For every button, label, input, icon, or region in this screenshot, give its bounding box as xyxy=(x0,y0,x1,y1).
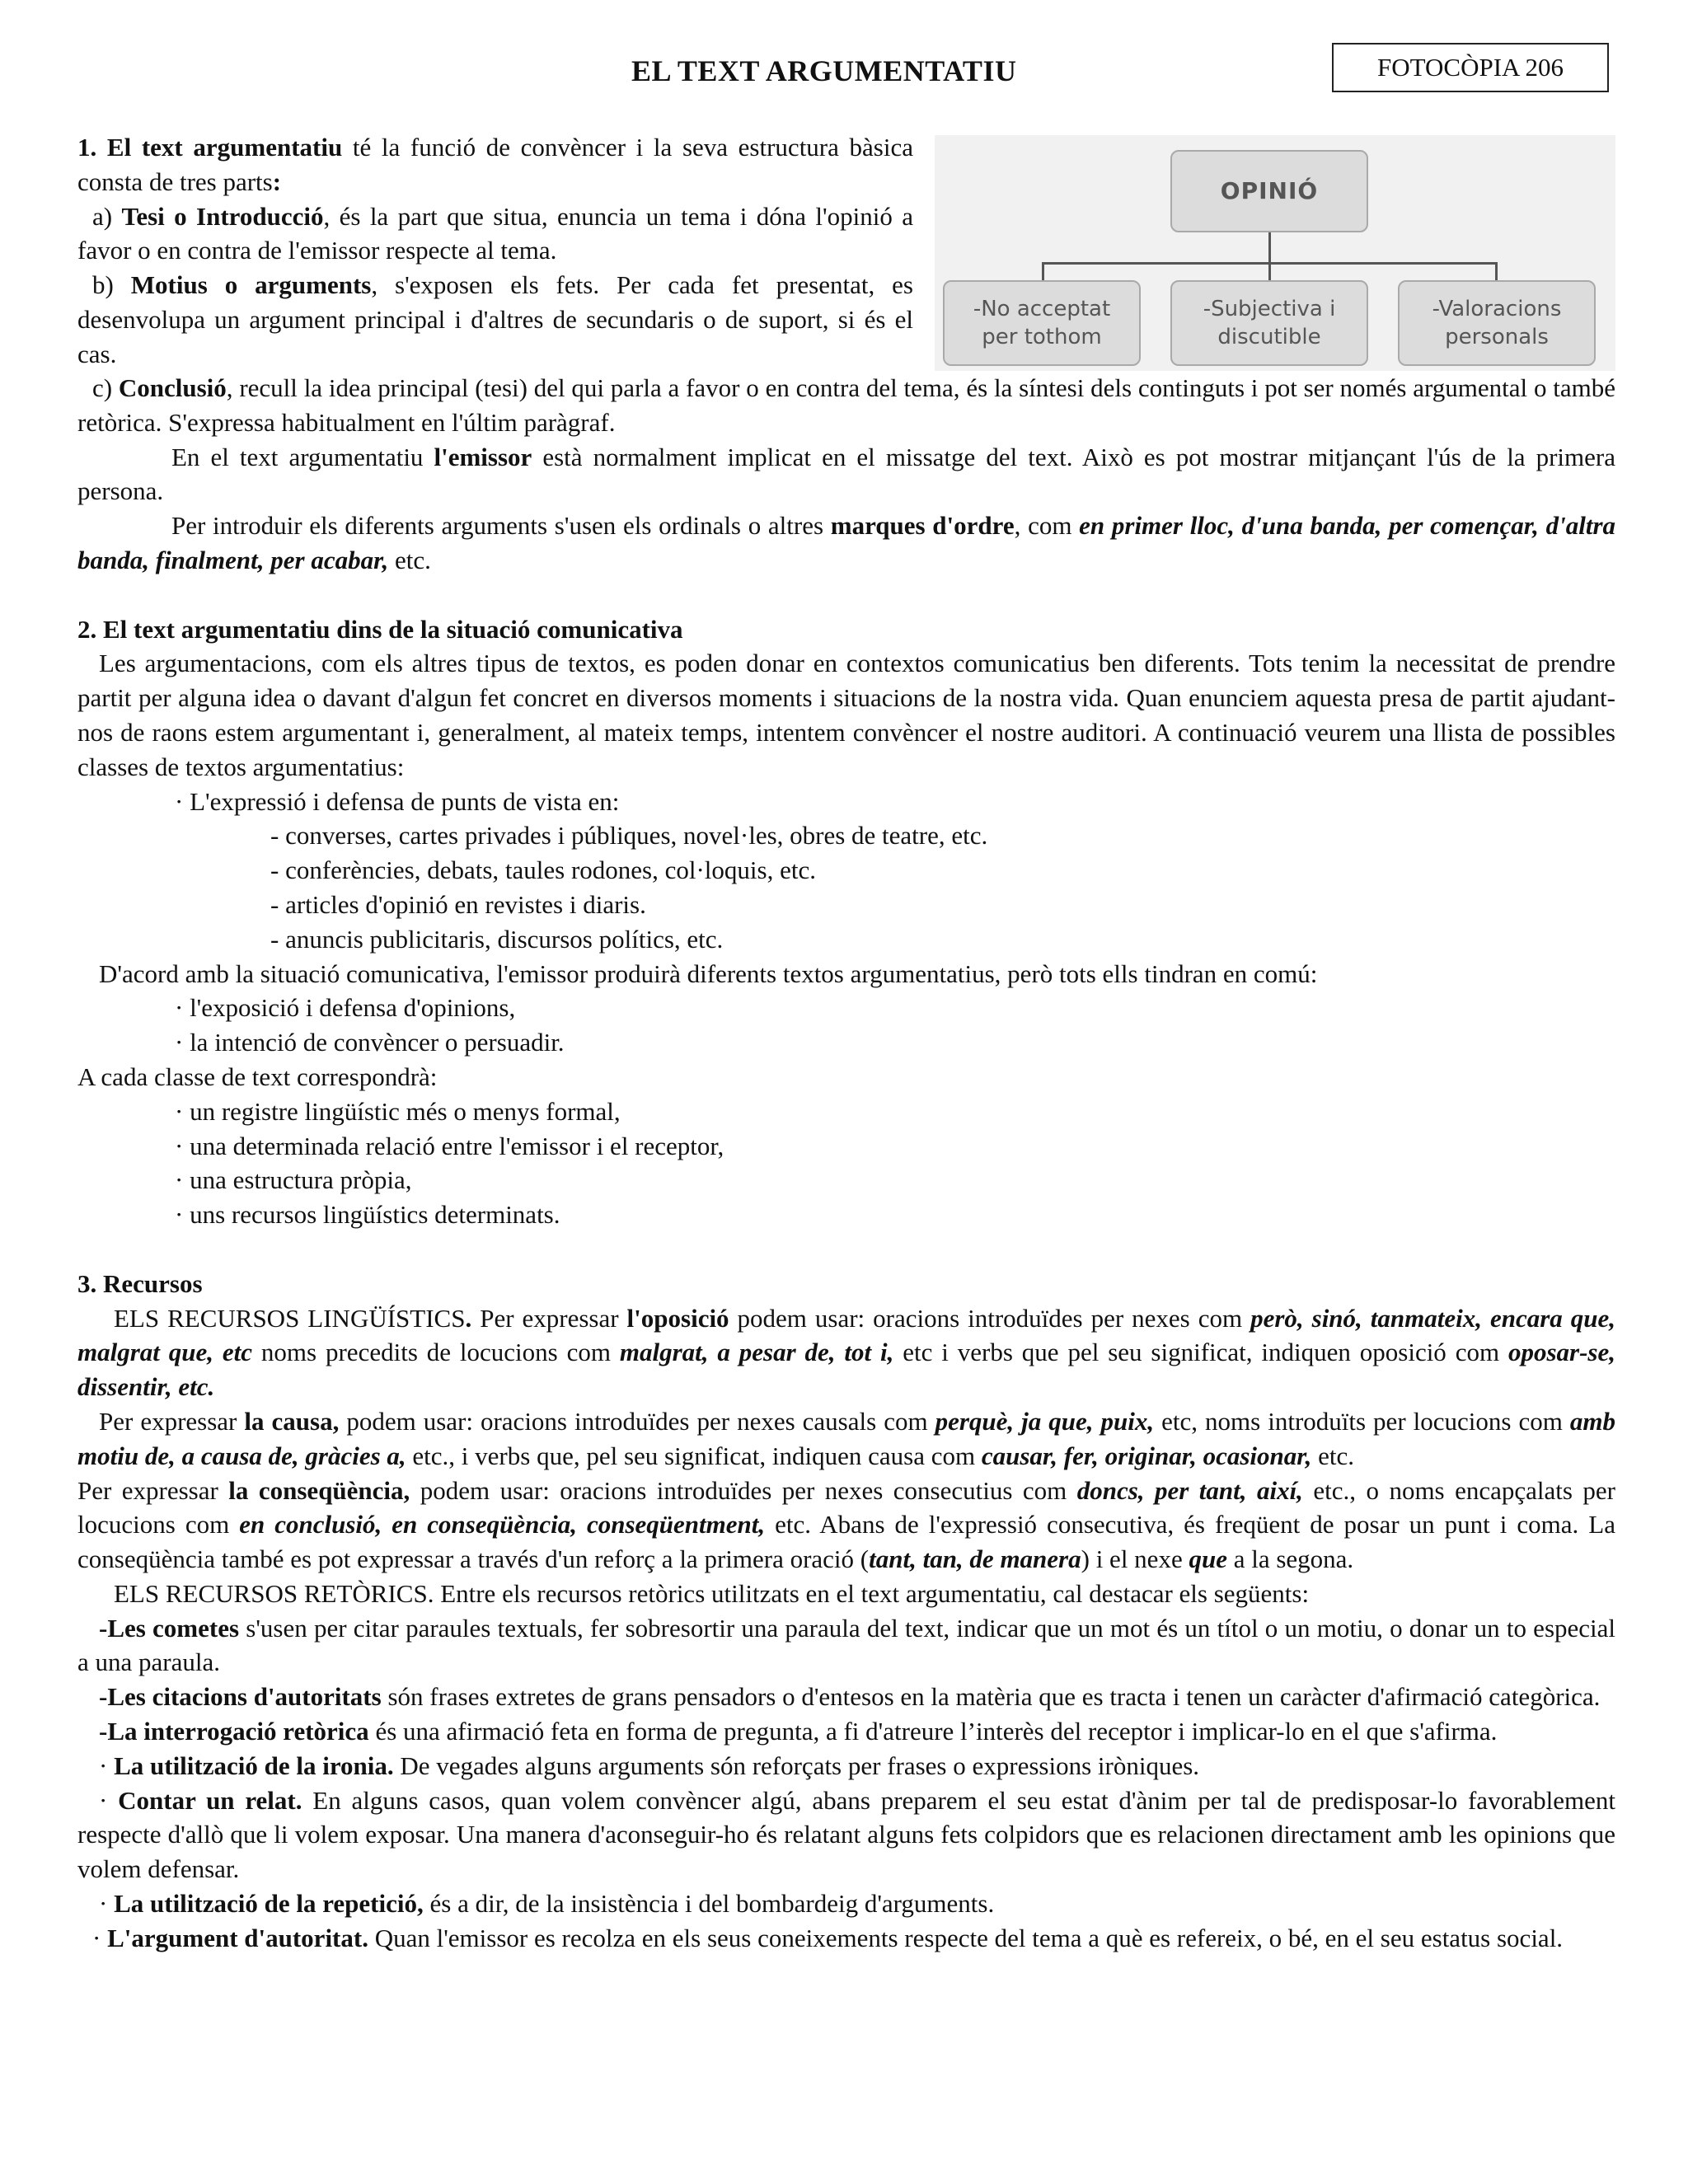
paragraph xyxy=(77,1611,1615,1680)
text: té la funció de convèncer i la seva estructura bàsica consta de tres parts xyxy=(77,133,913,196)
text: De vegades alguns arguments són reforçats per frases o expressions iròniques. xyxy=(393,1750,1200,1780)
diagram-connector xyxy=(1042,262,1044,280)
list-item: - converses, cartes privades i públiques, novel·les, obres de teatre, etc. xyxy=(270,821,988,851)
diagram-connector xyxy=(1268,262,1271,280)
photocopy-stamp: FOTOCÒPIA 206 xyxy=(1332,43,1609,92)
text: Per expressar xyxy=(77,1475,229,1505)
section-1-intro xyxy=(77,130,913,372)
section-heading xyxy=(77,612,1615,647)
bold-italic-text: en conclusió, en conseqüència, conseqüentment, xyxy=(239,1510,766,1540)
text: ELS RECURSOS LINGÜÍSTICS xyxy=(114,1303,466,1333)
bold-text: -Les cometes xyxy=(99,1613,240,1643)
list-item: · l'exposició i defensa d'opinions, xyxy=(175,993,516,1023)
bold-text: La utilització de la ironia. xyxy=(114,1750,394,1780)
paragraph xyxy=(77,1680,1615,1714)
page-title: EL TEXT ARGUMENTATIU xyxy=(631,54,1017,87)
list-item: · una determinada relació entre l'emissor i el receptor, xyxy=(175,1131,724,1160)
text: és a dir, de la insistència i del bombardeig d'arguments. xyxy=(423,1889,995,1919)
list-item: · la intenció de convèncer o persuadir. xyxy=(175,1028,565,1057)
text: etc, noms introduïts per locucions com xyxy=(1154,1406,1570,1436)
bold-text: Tesi o Introducció xyxy=(121,201,324,231)
diagram-child-line: -No acceptat xyxy=(973,297,1111,321)
paragraph xyxy=(77,1921,1615,1956)
diagram-root-box: OPINIÓ xyxy=(1170,150,1368,232)
text: a) xyxy=(92,201,122,231)
paragraph: A cada classe de text correspondrà: xyxy=(77,1062,438,1091)
paragraph: ELS RECURSOS RETÒRICS. Entre els recursos retòrics utilitzats en el text argumentatiu, cal destacar els següents: xyxy=(114,1578,1310,1608)
diagram-child-line: -Subjectiva i xyxy=(1203,297,1336,321)
bold-italic-text: causar, fer, originar, ocasionar, xyxy=(981,1441,1312,1470)
text: etc., o noms encapçalats per locucions com xyxy=(77,1475,1615,1540)
diagram-child-line: discutible xyxy=(1217,325,1321,349)
list-item: - conferències, debats, taules rodones, col·loquis, etc. xyxy=(270,855,816,885)
list-item: - articles d'opinió en revistes i diaris. xyxy=(270,889,646,919)
text: , recull la idea principal (tesi) del qui parla a favor o en contra del tema, és la síntesi dels continguts i pot ser només argumental o també retòrica. S'expressa habitualment en l'últim paràgraf. xyxy=(77,373,1615,437)
list-item: · uns recursos lingüístics determinats. xyxy=(175,1200,560,1230)
text: etc. xyxy=(388,545,431,574)
text: , és la part que situa, enuncia un tema i dóna l'opinió a favor o en contra de l'emissor respecte al tema. xyxy=(77,201,913,265)
bold-text: La utilització de la repetició, xyxy=(114,1889,424,1919)
paragraph xyxy=(77,1474,1615,1577)
paragraph: Les argumentacions, com els altres tipus de textos, es poden donar en contextos comunicatius ben diferents. Tots tenim la necessitat de prendre partit per alguna idea o davant d'algun fet concret en diversos moments i situacions de la nostra vida. Quan enunciem aquesta presa de partit ajudant-nos de raons estem argumentant i, generalment, al mateix temps, intentem convèncer el nostre auditori. A continuació veurem una llista de possibles classes de textos argumentatius: xyxy=(77,649,1615,781)
paragraph xyxy=(77,1783,1615,1886)
paragraph: D'acord amb la situació comunicativa, l'emissor produirà diferents textos argumentatius, però tots ells tindran en comú: xyxy=(99,958,1318,988)
bold-italic-text: tant, tan, de manera xyxy=(869,1544,1081,1574)
diagram-child-box xyxy=(943,280,1141,366)
bold-italic-text: que xyxy=(1189,1544,1227,1574)
bold-text: Conclusió xyxy=(118,373,227,402)
main-text-flow xyxy=(77,371,1615,1956)
bold-text: Motius o arguments xyxy=(130,270,372,300)
bold-italic-text: però, sinó, tanmateix, encara que, malgrat que, etc xyxy=(77,1303,1616,1367)
list-item: · L'expressió i defensa de punts de vista en: xyxy=(175,786,620,816)
text: · xyxy=(99,1785,119,1815)
bold-italic-text: oposar-se, dissentir, etc. xyxy=(77,1338,1615,1402)
text: c) xyxy=(92,373,119,402)
text: noms precedits de locucions com xyxy=(252,1338,620,1367)
diagram-child-box xyxy=(1398,280,1596,366)
bold-italic-text: doncs, per tant, així, xyxy=(1076,1475,1303,1505)
bold-text: Contar un relat. xyxy=(118,1785,302,1815)
text: Per introduir els diferents arguments s'usen els ordinals o altres xyxy=(171,511,831,541)
bold-text: -Les citacions d'autoritats xyxy=(99,1682,382,1712)
bold-text: L'argument d'autoritat. xyxy=(107,1923,368,1952)
diagram-connector xyxy=(1495,262,1498,280)
paragraph xyxy=(77,1714,1615,1749)
text: etc i verbs que pel seu significat, indiquen oposició com xyxy=(893,1338,1508,1367)
paragraph xyxy=(77,1886,1615,1921)
paragraph xyxy=(77,130,913,199)
text: etc., i verbs que, pel seu significat, indiquen causa com xyxy=(406,1441,982,1470)
opinion-diagram xyxy=(935,135,1615,371)
paragraph xyxy=(77,440,1615,509)
bold-text: 1. El text argumentatiu xyxy=(77,133,343,162)
text: En alguns casos, quan volem convèncer algú, abans preparem el seu estat d'ànim per tal de predisposar-lo favorablement respecte d'allò que li volem exposar. Una manera d'aconseguir-ho és relatant alguns fets colpidors que es relacionen directament amb les opinions que volem defensar. xyxy=(77,1785,1616,1884)
paragraph xyxy=(77,1301,1615,1404)
bold-text: marques d'ordre xyxy=(830,511,1015,541)
bold-italic-text: amb motiu de, a causa de, gràcies a, xyxy=(77,1406,1615,1470)
section-heading xyxy=(77,1267,1615,1301)
bold-text: la causa, xyxy=(244,1406,340,1436)
bold-italic-text: en primer lloc, d'una banda, per començar, d'altra banda, finalment, per acabar, xyxy=(77,511,1616,574)
bold-italic-text: perquè, ja que, puix, xyxy=(935,1406,1155,1436)
text: b) xyxy=(92,270,131,300)
text: · xyxy=(99,1750,115,1780)
bold-text: . xyxy=(465,1303,472,1333)
bold-italic-text: malgrat, a pesar de, tot i, xyxy=(619,1338,894,1367)
bold-text: 2. El text argumentatiu dins de la situació comunicativa xyxy=(77,614,683,644)
text: a la segona. xyxy=(1226,1544,1354,1574)
spacer xyxy=(77,1232,1615,1267)
bold-text: : xyxy=(272,166,282,196)
text: Per expressar xyxy=(471,1303,627,1333)
text: etc. Abans de l'expressió consecutiva, és freqüent de posar un punt i coma. La conseqüència també es pot expressar a través d'un reforç a la primera oració ( xyxy=(77,1510,1615,1574)
diagram-child-box xyxy=(1170,280,1368,366)
text: · xyxy=(99,1889,115,1919)
bold-text: -La interrogació retòrica xyxy=(99,1717,369,1746)
paragraph xyxy=(77,509,1615,578)
diagram-child-line: per tothom xyxy=(982,325,1102,349)
text: està normalment implicat en el missatge del text. Això es pot mostrar mitjançant l'ús de la primera persona. xyxy=(77,442,1616,506)
bold-text: l'oposició xyxy=(626,1303,729,1333)
text: · xyxy=(92,1923,108,1952)
text: s'usen per citar paraules textuals, fer sobresortir una paraula del text, indicar que un mot és un títol o un motiu, o donar un to especial a una paraula. xyxy=(77,1613,1616,1677)
text: podem usar: oracions introduïdes per nexes com xyxy=(729,1303,1251,1333)
paragraph xyxy=(77,1404,1615,1474)
text: Quan l'emissor es recolza en els seus coneixements respecte del tema a què es refereix, o bé, en el seu estatus social. xyxy=(368,1923,1564,1952)
paragraph xyxy=(77,268,913,371)
list-item: · un registre lingüístic més o menys formal, xyxy=(175,1096,621,1126)
paragraph xyxy=(77,371,1615,440)
list-item: - anuncis publicitaris, discursos polítics, etc. xyxy=(270,924,724,954)
paragraph xyxy=(77,199,913,269)
diagram-connector xyxy=(1268,232,1271,264)
text: Per expressar xyxy=(99,1406,245,1436)
bold-text: l'emissor xyxy=(434,442,532,471)
text: podem usar: oracions introduïdes per nexes consecutius com xyxy=(410,1475,1077,1505)
text: ) i el nexe xyxy=(1081,1544,1189,1574)
text: , com xyxy=(1014,511,1080,541)
text: etc. xyxy=(1311,1441,1354,1470)
diagram-child-line: personals xyxy=(1445,325,1549,349)
text: són frases extretes de grans pensadors o d'entesos en la matèria que es tracta i tenen un caràcter d'afirmació categòrica. xyxy=(381,1682,1601,1712)
diagram-child-line: -Valoracions xyxy=(1432,297,1562,321)
paragraph xyxy=(77,1749,1615,1783)
text: En el text argumentatiu xyxy=(171,442,434,471)
spacer xyxy=(77,578,1615,612)
text: , s'exposen els fets. Per cada fet presentat, es desenvolupa un argument principal i d'altres de secundaris o de suport, si és el cas. xyxy=(77,270,913,368)
list-item: · una estructura pròpia, xyxy=(175,1165,412,1195)
text: és una afirmació feta en forma de pregunta, a fi d'atreure l’interès del receptor i implicar-lo en el que s'afirma. xyxy=(368,1717,1498,1746)
bold-text: la conseqüència, xyxy=(228,1475,410,1505)
bold-text: 3. Recursos xyxy=(77,1268,203,1298)
text: podem usar: oracions introduïdes per nexes causals com xyxy=(339,1406,935,1436)
